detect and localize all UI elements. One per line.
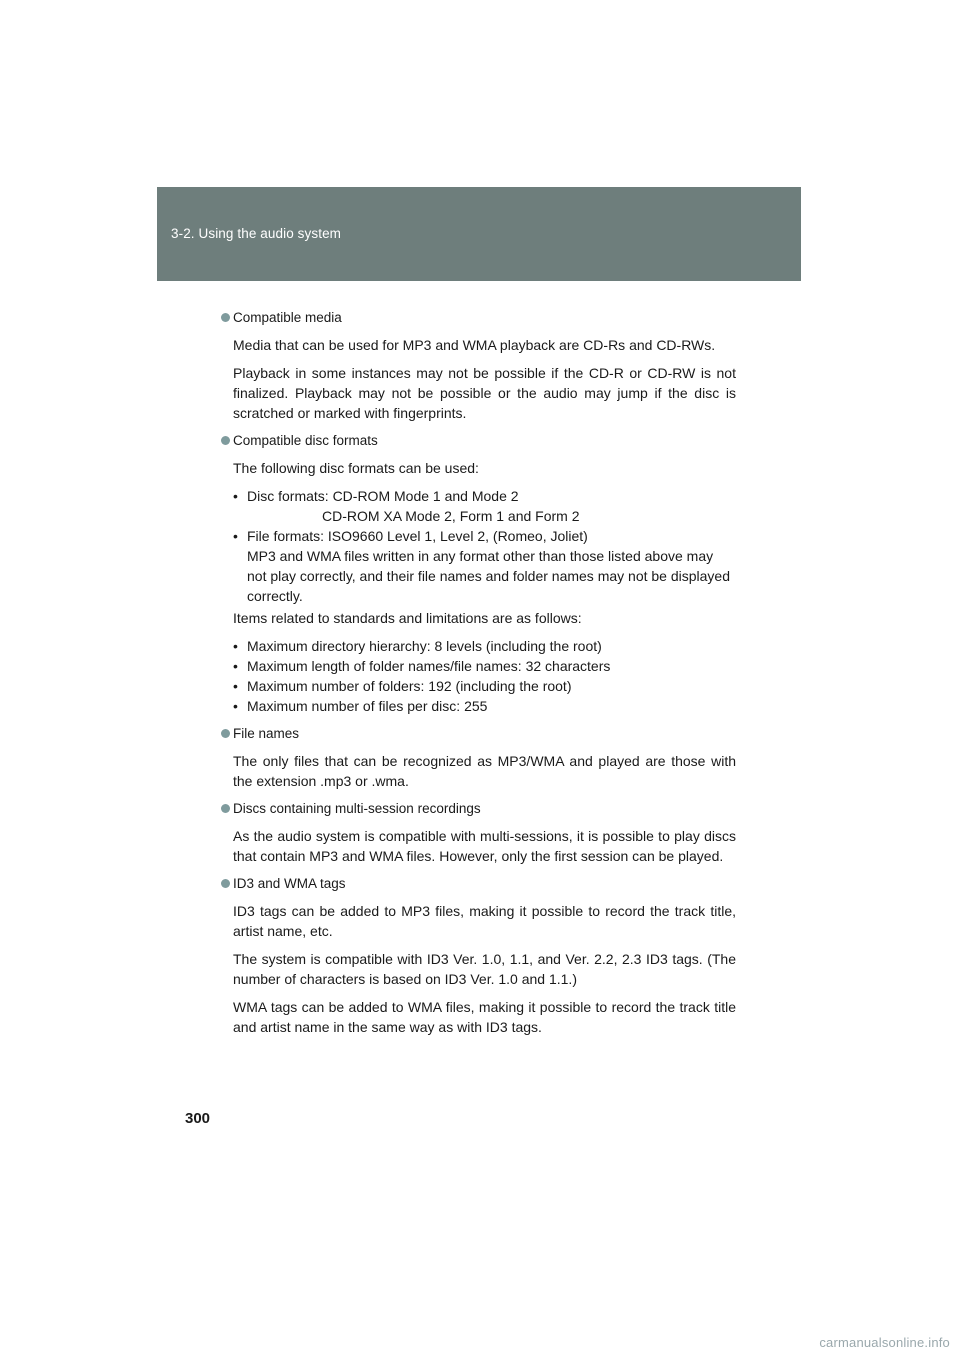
section-id3-wma-tags [222,874,736,1037]
small-bullet-icon: • [233,698,238,714]
list-item [233,506,736,526]
list-item-text: Maximum length of folder names/file names: 32 characters [247,658,611,674]
section-heading [222,799,736,819]
section-heading-text: ID3 and WMA tags [233,876,346,891]
section-compatible-disc-formats [222,431,736,716]
format-list [233,486,736,546]
section-heading [222,724,736,744]
paragraph: The following disc formats can be used: [233,460,479,476]
section-file-names [222,724,736,791]
page-content [222,308,736,1045]
circle-bullet-icon [221,879,230,888]
page-number: 300 [185,1110,211,1127]
paragraph: ID3 tags can be added to MP3 files, making it possible to record the track title, artist name, etc. [233,903,736,939]
list-item [233,676,736,696]
paragraph: Playback in some instances may not be possible if the CD-R or CD-RW is not finalized. Playback may not be possible or the audio may jump if the disc is scratched or marked with fingerprints. [233,365,736,421]
circle-bullet-icon [221,436,230,445]
section-heading [222,874,736,894]
list-item-text: Maximum number of files per disc: 255 [247,698,488,714]
small-bullet-icon: • [233,658,238,674]
list-item [233,696,736,716]
circle-bullet-icon [221,804,230,813]
paragraph: WMA tags can be added to WMA files, making it possible to record the track title and artist name in the same way as with ID3 tags. [233,999,736,1035]
section-heading-text: Discs containing multi-session recordings [233,801,481,816]
section-heading-text: Compatible disc formats [233,433,378,448]
small-bullet-icon: • [233,528,238,544]
list-item-text: CD-ROM XA Mode 2, Form 1 and Form 2 [322,508,580,524]
list-item [233,656,736,676]
section-title: 3-2. Using the audio system [171,226,342,241]
section-multi-session [222,799,736,866]
section-heading [222,431,736,451]
small-bullet-icon: • [233,488,238,504]
section-compatible-media [222,308,736,423]
paragraph: Media that can be used for MP3 and WMA playback are CD-Rs and CD-RWs. [233,337,716,353]
list-item [233,636,736,656]
section-heading-text: File names [233,726,300,741]
small-bullet-icon: • [233,678,238,694]
list-item-text: Disc formats: CD-ROM Mode 1 and Mode 2 [247,488,519,504]
paragraph: Items related to standards and limitations are as follows: [233,610,582,626]
section-heading [222,308,736,328]
list-item [233,486,736,506]
list-item-text: Maximum directory hierarchy: 8 levels (including the root) [247,638,602,654]
format-note: MP3 and WMA files written in any format other than those listed above may not play correctly, and their file names and folder names may not be displayed correctly. [247,548,730,604]
paragraph: As the audio system is compatible with multi-sessions, it is possible to play discs that contain MP3 and WMA files. However, only the first session can be played. [233,828,736,864]
list-item-text: File formats: ISO9660 Level 1, Level 2, (Romeo, Joliet) [247,528,588,544]
paragraph: The only files that can be recognized as MP3/WMA and played are those with the extension .mp3 or .wma. [233,753,736,789]
limits-list [233,636,736,716]
circle-bullet-icon [221,313,230,322]
section-header-band [157,187,801,281]
section-heading-text: Compatible media [233,310,342,325]
list-item [233,526,736,546]
small-bullet-icon: • [233,638,238,654]
list-item-text: Maximum number of folders: 192 (including the root) [247,678,572,694]
circle-bullet-icon [221,729,230,738]
watermark: carmanualsonline.info [819,1335,950,1350]
paragraph: The system is compatible with ID3 Ver. 1.0, 1.1, and Ver. 2.2, 2.3 ID3 tags. (The number of characters is based on ID3 Ver. 1.0 and 1.1.) [233,951,736,987]
